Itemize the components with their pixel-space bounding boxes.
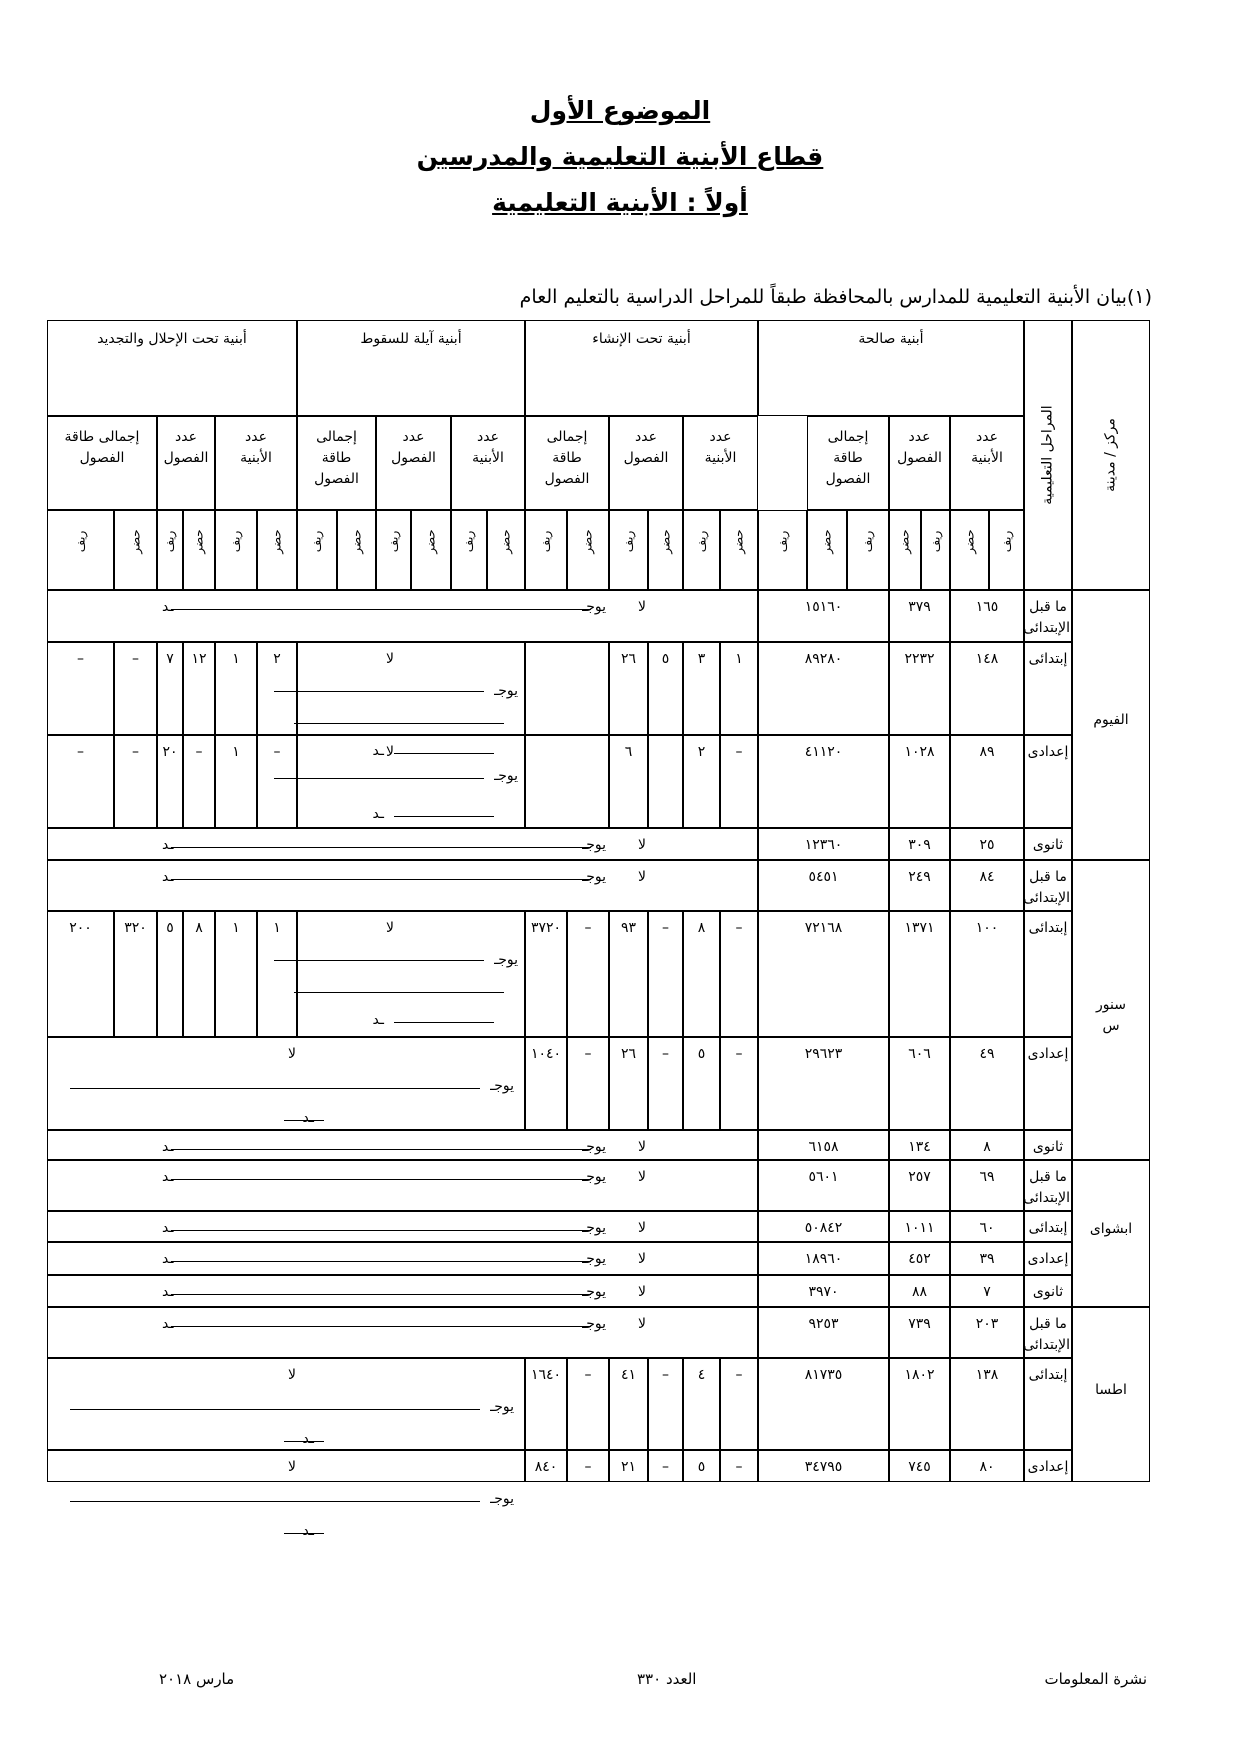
nil-text: ـد [162, 1284, 174, 1300]
nil-line [274, 960, 484, 961]
nil-line [171, 879, 591, 880]
classes-cell: ١٨٠٢ [889, 1358, 950, 1450]
buildings-cell: ٨٩ [950, 735, 1024, 828]
hadar-label: حضر [731, 529, 746, 554]
center-name: الفيوم [1072, 590, 1150, 860]
nil-text: لا [638, 1284, 646, 1300]
construction-cell: ٢ [683, 735, 720, 828]
construction-cell: ٤١ [609, 1358, 648, 1450]
buildings-cell: ٦٠ [950, 1211, 1024, 1242]
renewal-cell: – [47, 735, 114, 828]
nil-cell [47, 1275, 758, 1307]
capacity-cell: ١٢٣٦٠ [758, 828, 889, 860]
construction-cell: – [648, 1358, 683, 1450]
header-hadar [183, 510, 215, 590]
nil-text: ـد [372, 1012, 384, 1028]
buildings-cell: ٦٩ [950, 1160, 1024, 1211]
capacity-cell: ٣٤٧٩٥ [758, 1450, 889, 1482]
education-buildings-table [47, 320, 1133, 1539]
header-hadar [567, 510, 609, 590]
construction-cell: – [720, 1358, 758, 1450]
header-hadar [950, 510, 989, 590]
stage-cell: ما قبل الإبتدائى [1024, 1160, 1072, 1211]
header-reef [525, 510, 567, 590]
stage-cell: إعدادى [1024, 1242, 1072, 1275]
nil-text: لا [638, 1139, 646, 1155]
capacity-cell: ١٥١٦٠ [758, 590, 889, 642]
stage-cell: ثانوى [1024, 1275, 1072, 1307]
nil-text: لا [638, 1169, 646, 1185]
construction-cell: ٥ [683, 1037, 720, 1130]
header-reef [157, 510, 183, 590]
nil-line [171, 609, 591, 610]
header-sub: عدد الأبنية [683, 416, 758, 510]
reef-label: ريف [309, 530, 324, 553]
stage-cell: إبتدائى [1024, 911, 1072, 1037]
nil-text: لا [638, 1316, 646, 1332]
nil-text: ـد [162, 1139, 174, 1155]
construction-cell: – [567, 1037, 609, 1130]
footer-date: مارس ٢٠١٨ [159, 1670, 235, 1688]
nil-text: يوجـ [582, 869, 606, 885]
header-center-label: مركز / مدينة [1102, 418, 1119, 492]
nil-line [171, 1261, 591, 1262]
construction-cell: – [720, 1450, 758, 1482]
classes-cell: ٦٠٦ [889, 1037, 950, 1130]
header-reef [847, 510, 889, 590]
hadar-label: حضر [423, 529, 438, 554]
construction-cell: ١٠٤٠ [525, 1037, 567, 1130]
header-sub: عدد الأبنية [451, 416, 525, 510]
stage-cell: إبتدائى [1024, 1211, 1072, 1242]
header-stage-label: المراحل التعليمية [1039, 405, 1056, 505]
buildings-cell: ٨ [950, 1130, 1024, 1160]
header-group: أبنية صالحة [758, 320, 1024, 416]
nil-line [394, 816, 494, 817]
section-title: قطاع الأبنية التعليمية والمدرسين [416, 142, 824, 171]
nil-text: ـد [372, 743, 384, 759]
renewal-cell: ١٢ [183, 642, 215, 735]
hadar-label: حضر [349, 529, 363, 554]
nil-cell [47, 1130, 758, 1160]
reef-label: ريف [162, 530, 177, 553]
center-name: اطسا [1072, 1307, 1150, 1482]
construction-cell: – [720, 1037, 758, 1130]
nil-line [171, 1149, 591, 1150]
reef-label: ريف [775, 530, 789, 553]
reef-label: ريف [386, 530, 400, 553]
nil-line [274, 778, 484, 779]
header-hadar [648, 510, 683, 590]
header-center [1072, 320, 1150, 590]
header-hadar [487, 510, 525, 590]
construction-cell [525, 642, 609, 735]
nil-line [70, 1088, 480, 1089]
hadar-label: حضر [191, 529, 206, 554]
nil-text: يوجـ [582, 1139, 606, 1155]
nil-line [294, 723, 504, 724]
stage-cell: إبتدائى [1024, 1358, 1072, 1450]
header-reef [921, 510, 950, 590]
construction-cell: ٢٦ [609, 642, 648, 735]
header-reef [758, 510, 807, 590]
nil-text: ـد [302, 1431, 314, 1447]
construction-cell: – [720, 911, 758, 1037]
nil-text: يوجـ [582, 599, 606, 615]
capacity-cell: ٧٢١٦٨ [758, 911, 889, 1037]
header-group: أبنية آيلة للسقوط [297, 320, 525, 416]
hadar-label: حضر [580, 529, 595, 554]
construction-cell: ٣٧٢٠ [525, 911, 567, 1037]
reef-label: ريف [694, 530, 708, 553]
nil-cell [47, 828, 758, 860]
footer-publication: نشرة المعلومات [1044, 1670, 1147, 1688]
classes-cell: ٨٨ [889, 1275, 950, 1307]
classes-cell: ١٠٢٨ [889, 735, 950, 828]
header-sub: عدد الفصول [157, 416, 215, 510]
buildings-cell: ٢٠٣ [950, 1307, 1024, 1358]
buildings-cell: ٧ [950, 1275, 1024, 1307]
reef-label: ريف [860, 530, 875, 553]
construction-cell: ٥ [648, 642, 683, 735]
construction-cell: – [648, 911, 683, 1037]
renewal-cell: ٣٢٠ [114, 911, 157, 1037]
construction-cell: ١ [720, 642, 758, 735]
header-hadar [889, 510, 921, 590]
header-sub: عدد الفصول [376, 416, 451, 510]
header-sub: إجمالى طاقة الفصول [297, 416, 376, 510]
header-sub: عدد الأبنية [950, 416, 1024, 510]
renewal-cell: ١ [215, 642, 257, 735]
buildings-cell: ٢٥ [950, 828, 1024, 860]
nil-text: لا [638, 837, 646, 853]
reef-label: ريف [621, 530, 635, 553]
nil-text: لا [288, 1046, 296, 1062]
buildings-cell: ١٦٥ [950, 590, 1024, 642]
construction-cell: ٨٤٠ [525, 1450, 567, 1482]
capacity-cell: ٥٤٥١ [758, 860, 889, 911]
capacity-cell: ٢٩٦٢٣ [758, 1037, 889, 1130]
stage-cell: ما قبل الإبتدائى [1024, 590, 1072, 642]
nil-text: يوجـ [490, 1399, 514, 1415]
capacity-cell: ٤١١٢٠ [758, 735, 889, 828]
nil-text: يوجـ [490, 1491, 514, 1507]
footer-issue: العدد ٣٣٠ [637, 1670, 697, 1688]
header-hadar [720, 510, 758, 590]
buildings-cell: ٤٩ [950, 1037, 1024, 1130]
header-sub: عدد الفصول [609, 416, 683, 510]
classes-cell: ٣٠٩ [889, 828, 950, 860]
nil-text: ـد [162, 599, 174, 615]
hadar-label: حضر [897, 529, 912, 554]
stage-cell: ثانوى [1024, 828, 1072, 860]
stage-cell: إبتدائى [1024, 642, 1072, 735]
nil-text: ـد [162, 1169, 174, 1185]
stage-cell: ثانوى [1024, 1130, 1072, 1160]
reef-label: ريف [461, 530, 476, 553]
nil-line [70, 1501, 480, 1502]
renewal-cell: – [257, 735, 297, 828]
classes-cell: ١٠١١ [889, 1211, 950, 1242]
construction-cell: ١٦٤٠ [525, 1358, 567, 1450]
construction-cell: ٩٣ [609, 911, 648, 1037]
construction-cell: – [567, 911, 609, 1037]
renewal-cell: ١ [215, 911, 257, 1037]
classes-cell: ٤٥٢ [889, 1242, 950, 1275]
renewal-cell: ٥ [157, 911, 183, 1037]
nil-line [171, 847, 591, 848]
nil-text: يوجـ [582, 1284, 606, 1300]
nil-cell [47, 1160, 758, 1211]
renewal-cell: – [183, 735, 215, 828]
header-sub: إجمالى طاقة الفصول [807, 416, 889, 510]
nil-line [274, 691, 484, 692]
nil-line [171, 1326, 591, 1327]
hadar-label: حضر [269, 529, 284, 554]
nil-line [394, 1022, 494, 1023]
classes-cell: ٢٥٧ [889, 1160, 950, 1211]
renewal-cell: ٨ [183, 911, 215, 1037]
nil-text: لا [638, 1220, 646, 1236]
classes-cell: ١٣٧١ [889, 911, 950, 1037]
header-hadar [807, 510, 847, 590]
header-reef [609, 510, 648, 590]
header-sub: إجمالى طاقة الفصول [525, 416, 609, 510]
renewal-cell: ٢٠٠ [47, 911, 114, 1037]
stage-cell: إعدادى [1024, 1037, 1072, 1130]
nil-cell [47, 1450, 525, 1539]
nil-line [171, 1179, 591, 1180]
header-stage [1024, 320, 1072, 590]
buildings-cell: ١٠٠ [950, 911, 1024, 1037]
nil-cell [47, 1037, 525, 1130]
construction-cell: – [648, 1450, 683, 1482]
nil-line [171, 1230, 591, 1231]
stage-cell: إعدادى [1024, 735, 1072, 828]
page-title: الموضوع الأول [529, 96, 711, 125]
nil-text: ـد [162, 837, 174, 853]
buildings-cell: ٣٩ [950, 1242, 1024, 1275]
construction-cell [648, 735, 683, 828]
capacity-cell: ٩٢٥٣ [758, 1307, 889, 1358]
header-hadar [411, 510, 451, 590]
classes-cell: ٧٤٥ [889, 1450, 950, 1482]
nil-cell [297, 911, 525, 1037]
construction-cell: ٢٦ [609, 1037, 648, 1130]
header-hadar [114, 510, 157, 590]
construction-cell: ٥ [683, 1450, 720, 1482]
header-reef [297, 510, 337, 590]
table-caption: (١)بيان الأبنية التعليمية للمدارس بالمحافظة طبقاً للمراحل الدراسية بالتعليم العام [519, 286, 1152, 308]
nil-text: ـد [372, 806, 384, 822]
nil-text: يوجـ [582, 1251, 606, 1267]
reef-label: ريف [228, 530, 243, 553]
hadar-label: حضر [658, 529, 672, 554]
construction-cell: – [567, 1450, 609, 1482]
construction-cell: ٦ [609, 735, 648, 828]
hadar-label: حضر [128, 529, 142, 554]
classes-cell: ١٣٤ [889, 1130, 950, 1160]
nil-text: ـد [162, 1251, 174, 1267]
buildings-cell: ٨٠ [950, 1450, 1024, 1482]
nil-text: يوجـ [582, 1169, 606, 1185]
construction-cell: – [648, 1037, 683, 1130]
nil-cell [297, 735, 525, 828]
renewal-cell: ١ [257, 911, 297, 1037]
nil-text: يوجـ [582, 1220, 606, 1236]
construction-cell: ٢١ [609, 1450, 648, 1482]
nil-text: يوجـ [490, 1078, 514, 1094]
nil-text: يوجـ [582, 837, 606, 853]
capacity-cell: ٥٦٠١ [758, 1160, 889, 1211]
nil-text: لا [386, 920, 394, 936]
nil-text: لا [386, 651, 394, 667]
nil-text: ـد [162, 869, 174, 885]
nil-cell [297, 642, 525, 759]
nil-cell [47, 590, 758, 642]
stage-cell: ما قبل الإبتدائى [1024, 1307, 1072, 1358]
header-reef [47, 510, 114, 590]
header-reef [683, 510, 720, 590]
renewal-cell: – [114, 735, 157, 828]
nil-text: ـد [302, 1523, 314, 1539]
construction-cell: ٤ [683, 1358, 720, 1450]
construction-cell: – [567, 1358, 609, 1450]
nil-text: لا [638, 1251, 646, 1267]
header-sub: عدد الفصول [889, 416, 950, 510]
reef-label: ريف [538, 530, 553, 553]
nil-text: ـد [162, 1316, 174, 1332]
nil-line [294, 992, 504, 993]
stage-cell: ما قبل الإبتدائى [1024, 860, 1072, 911]
header-hadar [257, 510, 297, 590]
header-hadar [337, 510, 376, 590]
renewal-cell: ٢٠ [157, 735, 183, 828]
center-name: سنور س [1072, 860, 1150, 1160]
nil-text: لا [638, 599, 646, 615]
reef-label: ريف [928, 530, 942, 553]
nil-text: يوجـ [494, 683, 518, 699]
nil-cell [47, 1211, 758, 1242]
nil-text: ـد [302, 1110, 314, 1126]
capacity-cell: ٦١٥٨ [758, 1130, 889, 1160]
header-sub: عدد الأبنية [215, 416, 297, 510]
hadar-label: حضر [962, 529, 976, 554]
nil-cell [47, 1358, 525, 1450]
header-reef [376, 510, 411, 590]
nil-text: يوجـ [494, 768, 518, 784]
header-reef [989, 510, 1024, 590]
nil-cell [47, 860, 758, 911]
header-reef [215, 510, 257, 590]
classes-cell: ٢٤٩ [889, 860, 950, 911]
center-name: ابشواى [1072, 1160, 1150, 1307]
nil-text: لا [386, 744, 394, 760]
reef-label: ريف [999, 530, 1013, 553]
nil-text: لا [288, 1459, 296, 1475]
construction-cell: ٨ [683, 911, 720, 1037]
renewal-cell: – [47, 642, 114, 735]
header-reef [451, 510, 487, 590]
capacity-cell: ٨١٧٣٥ [758, 1358, 889, 1450]
classes-cell: ٣٧٩ [889, 590, 950, 642]
renewal-cell: ٢ [257, 642, 297, 735]
reef-label: ريف [73, 530, 87, 553]
hadar-label: حضر [498, 529, 513, 554]
capacity-cell: ٥٠٨٤٢ [758, 1211, 889, 1242]
buildings-cell: ١٤٨ [950, 642, 1024, 735]
nil-text: يوجـ [494, 952, 518, 968]
nil-text: يوجـ [582, 1316, 606, 1332]
capacity-cell: ١٨٩٦٠ [758, 1242, 889, 1275]
nil-text: لا [288, 1367, 296, 1383]
construction-cell: – [720, 735, 758, 828]
nil-line [171, 1294, 591, 1295]
subsection-title: أولاً : الأبنية التعليمية [492, 188, 748, 217]
capacity-cell: ٨٩٢٨٠ [758, 642, 889, 735]
hadar-label: حضر [819, 529, 834, 554]
buildings-cell: ١٣٨ [950, 1358, 1024, 1450]
nil-text: لا [638, 869, 646, 885]
nil-line [70, 1409, 480, 1410]
renewal-cell: ٧ [157, 642, 183, 735]
buildings-cell: ٨٤ [950, 860, 1024, 911]
header-group: أبنية تحت الإنشاء [525, 320, 758, 416]
header-group: أبنية تحت الإحلال والتجديد [47, 320, 297, 416]
nil-text: ـد [162, 1220, 174, 1236]
renewal-cell: – [114, 642, 157, 735]
header-sub: إجمالى طاقة الفصول [47, 416, 157, 510]
capacity-cell: ٣٩٧٠ [758, 1275, 889, 1307]
classes-cell: ٢٢٣٢ [889, 642, 950, 735]
renewal-cell: ١ [215, 735, 257, 828]
nil-cell [47, 1242, 758, 1275]
stage-cell: إعدادى [1024, 1450, 1072, 1482]
construction-cell [525, 735, 609, 828]
nil-cell [47, 1307, 758, 1358]
construction-cell: ٣ [683, 642, 720, 735]
classes-cell: ٧٣٩ [889, 1307, 950, 1358]
